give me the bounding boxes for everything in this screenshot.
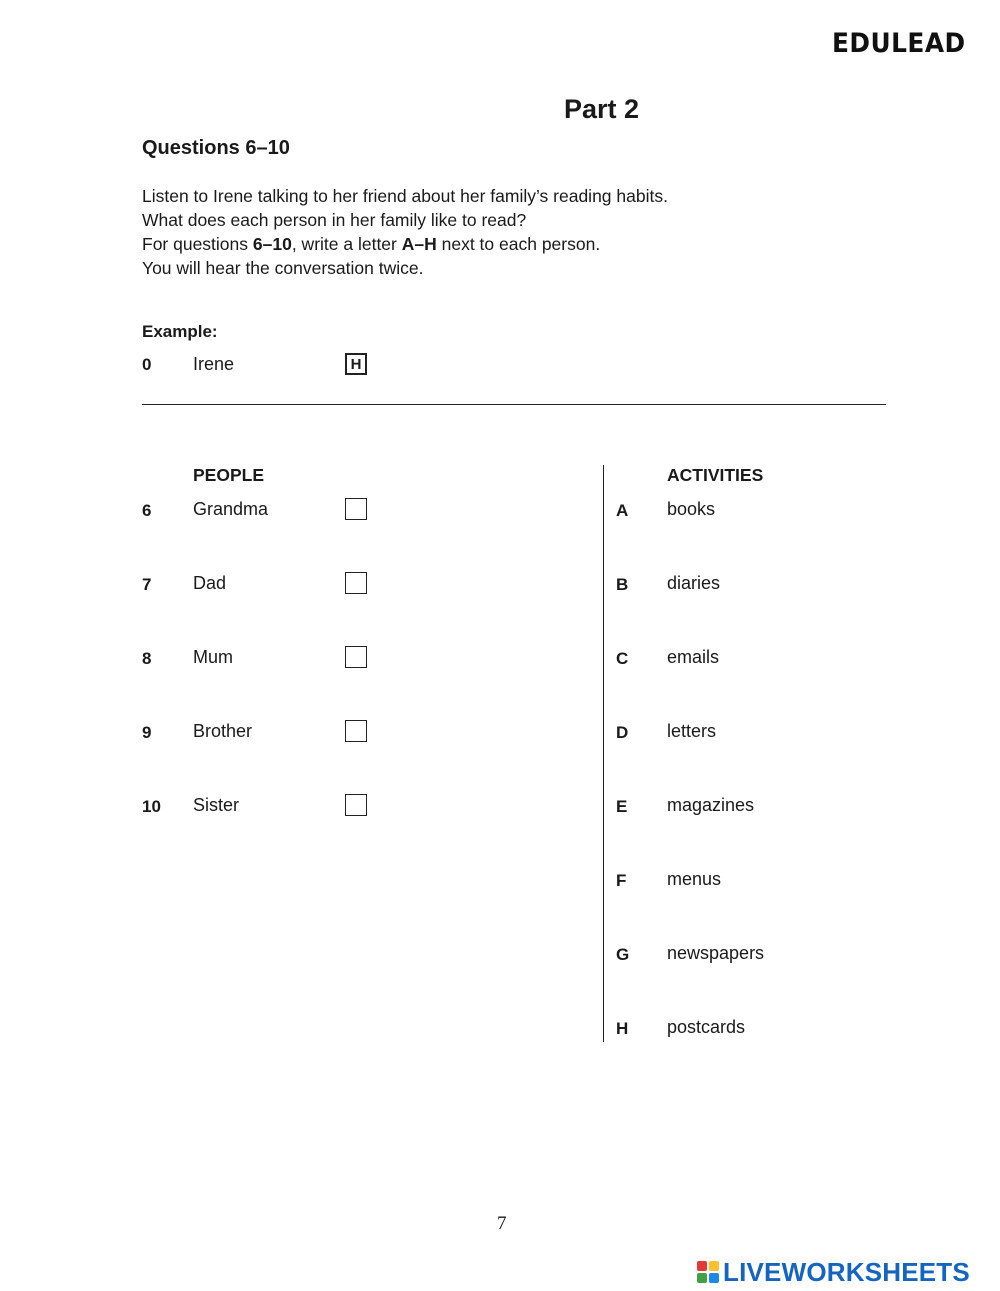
- part-title: Part 2: [564, 94, 640, 124]
- answer-box-10[interactable]: [345, 794, 367, 816]
- question-number-9: 9: [142, 723, 152, 742]
- logo-square: [697, 1273, 707, 1283]
- example-number: 0: [142, 355, 152, 374]
- person-mum: Mum: [193, 647, 233, 667]
- activities-header: ACTIVITIES: [667, 465, 764, 485]
- activity-postcards: postcards: [667, 1017, 746, 1037]
- answer-box-7[interactable]: [345, 572, 367, 594]
- instruction-text: , write a letter: [291, 234, 402, 254]
- question-number-10: 10: [142, 797, 161, 816]
- question-number-6: 6: [142, 501, 152, 520]
- activity-magazines: magazines: [667, 795, 755, 815]
- person-dad: Dad: [193, 573, 227, 593]
- brand-logo: EDULEAD: [832, 28, 966, 59]
- activity-emails: emails: [667, 647, 720, 667]
- person-brother: Brother: [193, 721, 253, 741]
- instruction-question-range: 6–10: [252, 234, 292, 254]
- people-header: PEOPLE: [193, 465, 264, 485]
- activity-books: books: [667, 499, 716, 519]
- question-number-7: 7: [142, 575, 152, 594]
- instruction-line-1: Listen to Irene talking to her friend about her family’s reading habits.: [142, 186, 668, 206]
- activity-menus: menus: [667, 869, 722, 889]
- activity-letter-d: D: [616, 723, 629, 742]
- instructions: [142, 184, 668, 280]
- activity-letter-f: F: [616, 871, 627, 890]
- activity-letter-g: G: [616, 945, 630, 964]
- example-name: Irene: [193, 354, 235, 374]
- instruction-line-3: [142, 232, 668, 256]
- example-answer-box: H: [345, 353, 367, 375]
- instruction-line-2: What does each person in her family like to read?: [142, 210, 527, 230]
- activity-letter-c: C: [616, 649, 629, 668]
- logo-square: [697, 1261, 707, 1271]
- answer-box-6[interactable]: [345, 498, 367, 520]
- instruction-text: next to each person.: [436, 234, 601, 254]
- activity-diaries: diaries: [667, 573, 721, 593]
- activity-letter-b: B: [616, 575, 629, 594]
- liveworksheets-logo: [697, 1257, 970, 1287]
- answer-box-9[interactable]: [345, 720, 367, 742]
- activity-letters: letters: [667, 721, 717, 741]
- example-label: Example:: [142, 322, 218, 341]
- activity-letter-h: H: [616, 1019, 629, 1038]
- answer-box-8[interactable]: [345, 646, 367, 668]
- question-number-8: 8: [142, 649, 152, 668]
- liveworksheets-icon: [697, 1261, 719, 1283]
- instruction-text: For questions: [142, 234, 253, 254]
- logo-square: [709, 1273, 719, 1283]
- instruction-letter-range: A–H: [401, 234, 437, 254]
- logo-square: [709, 1261, 719, 1271]
- activity-newspapers: newspapers: [667, 943, 765, 963]
- instruction-line-4: You will hear the conversation twice.: [142, 258, 424, 278]
- questions-title: Questions 6–10: [142, 137, 290, 159]
- section-divider: [142, 404, 886, 405]
- column-divider: [603, 465, 604, 1042]
- activity-letter-e: E: [616, 797, 628, 816]
- person-grandma: Grandma: [193, 499, 269, 519]
- liveworksheets-text: LIVEWORKSHEETS: [723, 1256, 970, 1287]
- person-sister: Sister: [193, 795, 240, 815]
- page-number: 7: [497, 1213, 507, 1234]
- activity-letter-a: A: [616, 501, 629, 520]
